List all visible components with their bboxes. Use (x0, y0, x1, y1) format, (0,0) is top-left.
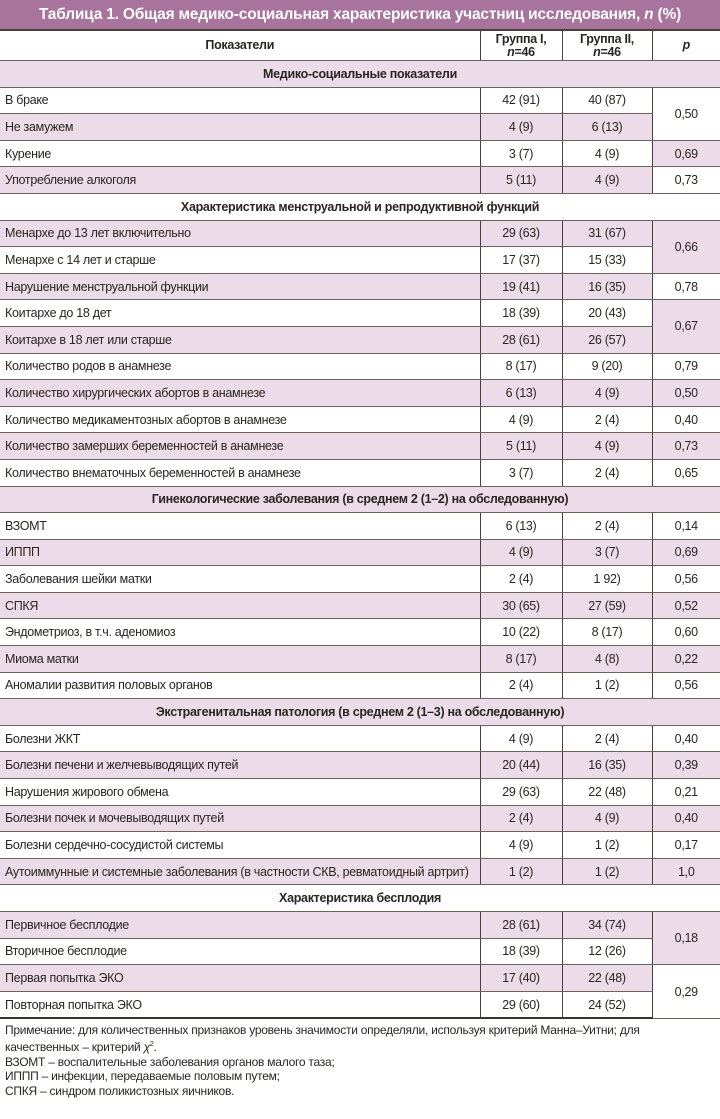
group2-value: 26 (57) (562, 326, 652, 353)
table-row (0, 912, 720, 939)
p-value: 0,52 (652, 592, 720, 619)
group2-value: 1 92) (562, 566, 652, 593)
column-header-row (0, 31, 720, 61)
group2-value: 15 (33) (562, 247, 652, 274)
group2-value: 4 (9) (562, 380, 652, 407)
table-row (0, 592, 720, 619)
group1-value: 4 (9) (480, 832, 562, 859)
table-row (0, 752, 720, 779)
group2-count: =46 (600, 44, 621, 59)
group2-value: 4 (9) (562, 433, 652, 460)
p-value: 0,66 (652, 220, 720, 273)
row-label: Употребление алкоголя (0, 167, 480, 194)
group1-value: 2 (4) (480, 672, 562, 699)
row-label: Не замужем (0, 114, 480, 141)
group1-n: n (507, 44, 515, 59)
row-label: Болезни почек и мочевыводящих путей (0, 805, 480, 832)
group2-value: 4 (9) (562, 167, 652, 194)
p-value: 0,50 (652, 87, 720, 140)
section-title: Характеристика бесплодия (0, 885, 720, 912)
row-label: Нарушения жирового обмена (0, 779, 480, 806)
p-value: 0,65 (652, 459, 720, 486)
table-body (0, 61, 720, 1019)
row-label: Эндометриоз, в т.ч. аденомиоз (0, 619, 480, 646)
p-value: 0,73 (652, 167, 720, 194)
group2-value: 1 (2) (562, 832, 652, 859)
p-value: 0,60 (652, 619, 720, 646)
row-label: Первая попытка ЭКО (0, 965, 480, 992)
row-label: Повторная попытка ЭКО (0, 991, 480, 1018)
group2-value: 2 (4) (562, 406, 652, 433)
group2-value: 22 (48) (562, 965, 652, 992)
group2-value: 12 (26) (562, 938, 652, 965)
p-value: 0,29 (652, 965, 720, 1019)
group1-value: 29 (60) (480, 991, 562, 1018)
group2-value: 4 (9) (562, 805, 652, 832)
section-header (0, 193, 720, 220)
group1-value: 3 (7) (480, 459, 562, 486)
row-label: Нарушение менструальной функции (0, 273, 480, 300)
table-row (0, 938, 720, 965)
group2-value: 31 (67) (562, 220, 652, 247)
table-row (0, 991, 720, 1018)
table-row (0, 247, 720, 274)
group2-value: 2 (4) (562, 459, 652, 486)
p-value: 0,73 (652, 433, 720, 460)
group2-value: 1 (2) (562, 858, 652, 885)
group2-value: 2 (4) (562, 725, 652, 752)
row-label: Менархе до 13 лет включительно (0, 220, 480, 247)
group1-value: 4 (9) (480, 539, 562, 566)
row-label: Болезни сердечно-сосудистой системы (0, 832, 480, 859)
table-row (0, 805, 720, 832)
column-header-group1 (480, 31, 562, 61)
table-row (0, 646, 720, 673)
group1-value: 2 (4) (480, 566, 562, 593)
abbr-vzomt: ВЗОМТ – воспалительные заболевания органов малого таза; (5, 1054, 335, 1069)
p-value: 0,78 (652, 273, 720, 300)
characteristics-table (0, 31, 720, 1019)
p-value: 0,40 (652, 725, 720, 752)
group2-value: 9 (20) (562, 353, 652, 380)
group1-value: 30 (65) (480, 592, 562, 619)
group2-value: 34 (74) (562, 912, 652, 939)
table-row (0, 965, 720, 992)
group2-value: 16 (35) (562, 273, 652, 300)
section-header (0, 61, 720, 88)
group1-value: 8 (17) (480, 646, 562, 673)
group1-value: 6 (13) (480, 380, 562, 407)
table-title-suffix: (%) (653, 6, 682, 23)
group1-value: 42 (91) (480, 87, 562, 114)
table-row (0, 114, 720, 141)
row-label: Аномалии развития половых органов (0, 672, 480, 699)
column-header-group2 (562, 31, 652, 61)
group1-value: 29 (63) (480, 779, 562, 806)
row-label: Вторичное бесплодие (0, 938, 480, 965)
table-row (0, 380, 720, 407)
row-label: Болезни печени и желчевыводящих путей (0, 752, 480, 779)
row-label: ИППП (0, 539, 480, 566)
group2-value: 20 (43) (562, 300, 652, 327)
chi-superscript: 2 (149, 1040, 154, 1048)
p-value: 1,0 (652, 858, 720, 885)
row-label: Болезни ЖКТ (0, 725, 480, 752)
table-title-n: n (644, 6, 654, 23)
row-label: Миома матки (0, 646, 480, 673)
row-label: В браке (0, 87, 480, 114)
group1-value: 4 (9) (480, 114, 562, 141)
group1-value: 5 (11) (480, 167, 562, 194)
group1-value: 19 (41) (480, 273, 562, 300)
group1-value: 17 (40) (480, 965, 562, 992)
group2-value: 40 (87) (562, 87, 652, 114)
table-row (0, 858, 720, 885)
p-value: 0,14 (652, 513, 720, 540)
table-notes (0, 1019, 720, 1098)
group1-value: 2 (4) (480, 805, 562, 832)
abbr-spkya: СПКЯ – синдром поликистозных яичников. (5, 1083, 235, 1098)
p-value: 0,67 (652, 300, 720, 353)
section-title: Медико-социальные показатели (0, 61, 720, 88)
p-value: 0,79 (652, 353, 720, 380)
table-row (0, 140, 720, 167)
group2-value: 6 (13) (562, 114, 652, 141)
p-value: 0,40 (652, 805, 720, 832)
table-row (0, 406, 720, 433)
row-label: СПКЯ (0, 592, 480, 619)
table-row (0, 300, 720, 327)
table-row (0, 87, 720, 114)
abbr-ippp: ИППП – инфекции, передаваемые половым путем; (5, 1069, 280, 1084)
p-value: 0,56 (652, 566, 720, 593)
group1-count: =46 (514, 44, 535, 59)
group2-label: Группа II, (580, 31, 634, 46)
table-row (0, 832, 720, 859)
row-label: ВЗОМТ (0, 513, 480, 540)
section-title: Характеристика менструальной и репродуктивной функций (0, 193, 720, 220)
table-row (0, 459, 720, 486)
section-header (0, 486, 720, 513)
table-row (0, 779, 720, 806)
section-title: Гинекологические заболевания (в среднем 2 (1–2) на обследованную) (0, 486, 720, 513)
table-row (0, 566, 720, 593)
column-header-indicator: Показатели (0, 31, 480, 61)
group2-value: 2 (4) (562, 513, 652, 540)
p-value: 0,18 (652, 912, 720, 965)
row-label: Курение (0, 140, 480, 167)
group1-value: 5 (11) (480, 433, 562, 460)
row-label: Менархе с 14 лет и старше (0, 247, 480, 274)
table-row (0, 167, 720, 194)
group1-value: 4 (9) (480, 406, 562, 433)
group2-value: 4 (9) (562, 140, 652, 167)
table-title-text: Таблица 1. Общая медико-социальная характеристика участниц исследования, (38, 6, 645, 23)
row-label: Аутоиммунные и системные заболевания (в частности СКВ, ревматоидный артрит) (0, 858, 480, 885)
row-label: Количество родов в анамнезе (0, 353, 480, 380)
p-value: 0,69 (652, 539, 720, 566)
row-label: Количество медикаментозных абортов в анамнезе (0, 406, 480, 433)
row-label: Коитархе в 18 лет или старше (0, 326, 480, 353)
group2-n: n (593, 44, 601, 59)
group2-value: 3 (7) (562, 539, 652, 566)
group2-value: 4 (8) (562, 646, 652, 673)
row-label: Заболевания шейки матки (0, 566, 480, 593)
group1-value: 1 (2) (480, 858, 562, 885)
group2-value: 1 (2) (562, 672, 652, 699)
row-label: Количество хирургических абортов в анамнезе (0, 380, 480, 407)
group1-label: Группа I, (495, 31, 547, 46)
group2-value: 27 (59) (562, 592, 652, 619)
p-label: p (682, 38, 690, 52)
group2-value: 24 (52) (562, 991, 652, 1018)
group1-value: 29 (63) (480, 220, 562, 247)
table-row (0, 433, 720, 460)
table-row (0, 725, 720, 752)
group1-value: 28 (61) (480, 912, 562, 939)
group1-value: 28 (61) (480, 326, 562, 353)
chi-symbol: χ (143, 1039, 150, 1054)
table-row (0, 273, 720, 300)
note-line-2-text: качественных – критерий (5, 1039, 144, 1054)
p-value: 0,22 (652, 646, 720, 673)
group1-value: 4 (9) (480, 725, 562, 752)
group1-value: 18 (39) (480, 938, 562, 965)
table-row (0, 353, 720, 380)
p-value: 0,40 (652, 406, 720, 433)
note-line-2-end: . (153, 1039, 157, 1054)
p-value: 0,56 (652, 672, 720, 699)
group1-value: 3 (7) (480, 140, 562, 167)
section-title: Экстрагенитальная патология (в среднем 2 (1–3) на обследованную) (0, 699, 720, 726)
row-label: Количество внематочных беременностей в анамнезе (0, 459, 480, 486)
table-title (0, 0, 720, 31)
row-label: Количество замерших беременностей в анамнезе (0, 433, 480, 460)
row-label: Первичное бесплодие (0, 912, 480, 939)
note-line-2 (5, 1038, 715, 1055)
section-header (0, 885, 720, 912)
table-row (0, 326, 720, 353)
group1-value: 10 (22) (480, 619, 562, 646)
group2-value: 22 (48) (562, 779, 652, 806)
note-line-1: Примечание: для количественных признаков уровень значимости определяли, используя критерий Манна–Уитни; для (5, 1023, 640, 1038)
group1-value: 17 (37) (480, 247, 562, 274)
column-header-p (652, 31, 720, 61)
p-value: 0,39 (652, 752, 720, 779)
p-value: 0,21 (652, 779, 720, 806)
table-row (0, 672, 720, 699)
table-row (0, 619, 720, 646)
p-value: 0,50 (652, 380, 720, 407)
table-row (0, 220, 720, 247)
group1-value: 8 (17) (480, 353, 562, 380)
p-value: 0,69 (652, 140, 720, 167)
group2-value: 8 (17) (562, 619, 652, 646)
group2-value: 16 (35) (562, 752, 652, 779)
group1-value: 6 (13) (480, 513, 562, 540)
table-row (0, 539, 720, 566)
group1-value: 18 (39) (480, 300, 562, 327)
group1-value: 20 (44) (480, 752, 562, 779)
p-value: 0,17 (652, 832, 720, 859)
table-row (0, 513, 720, 540)
row-label: Коитархе до 18 дет (0, 300, 480, 327)
section-header (0, 699, 720, 726)
